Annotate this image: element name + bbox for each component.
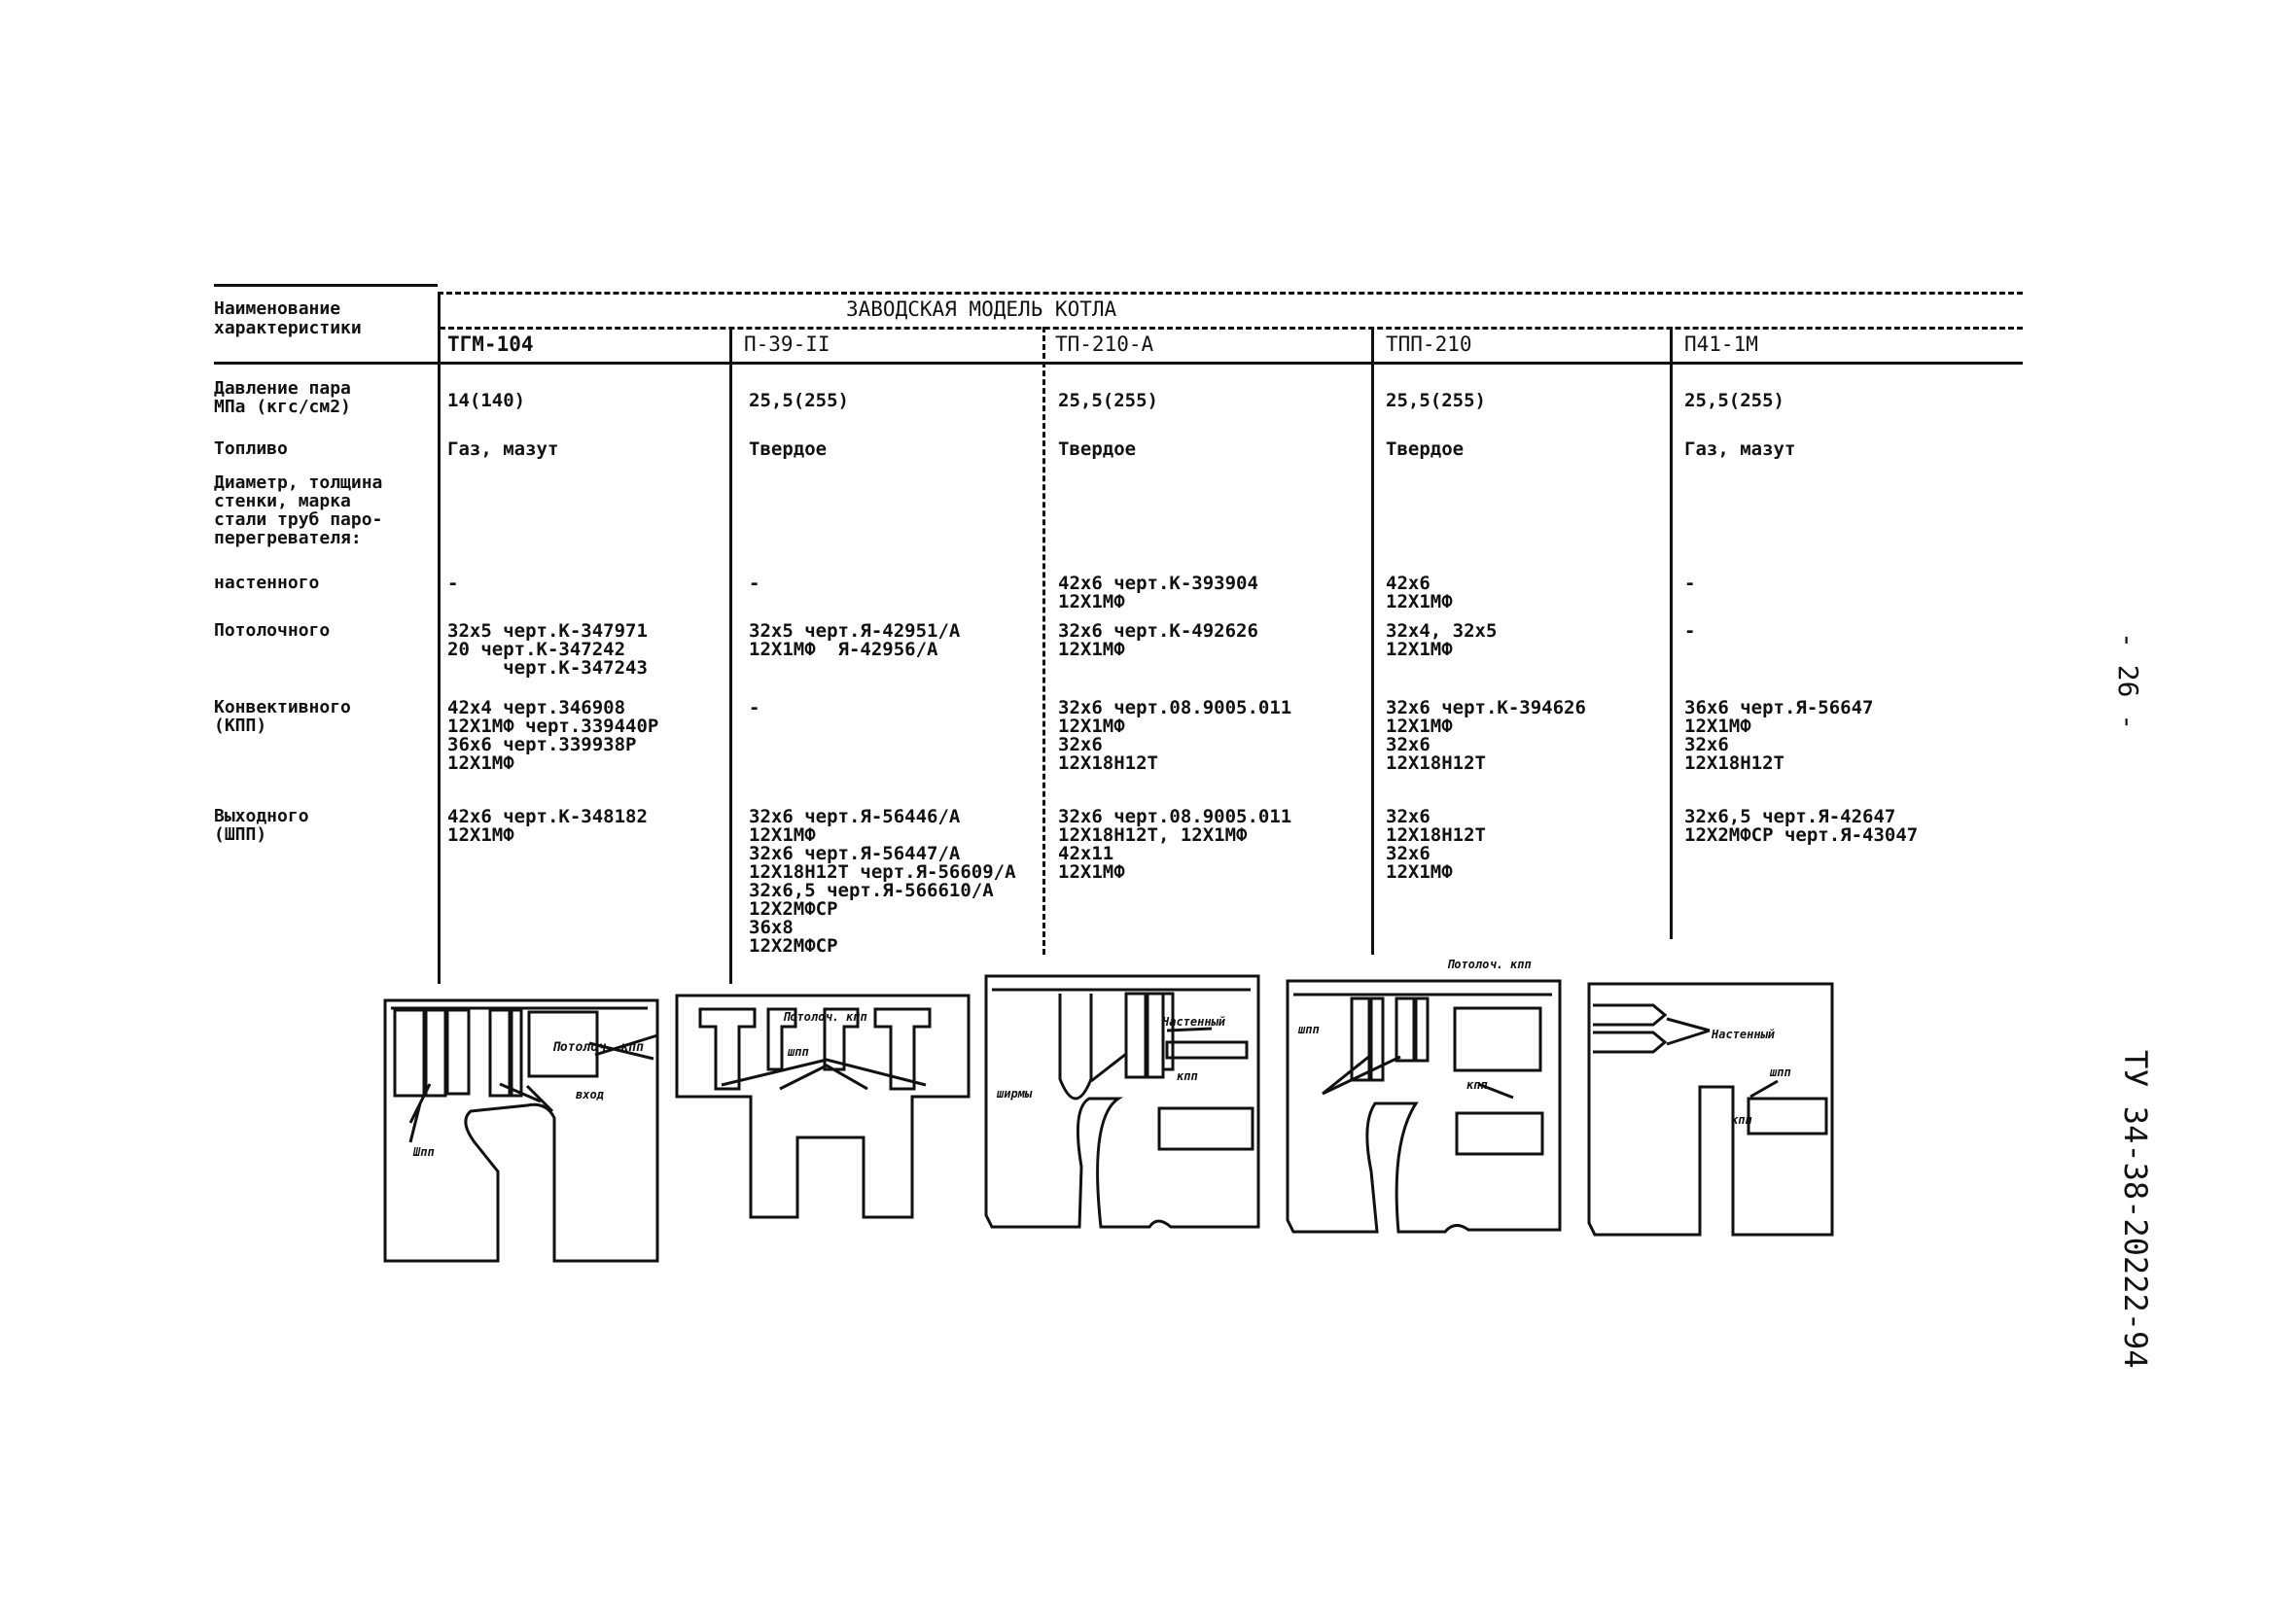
boiler-sketch-3 [982, 972, 1264, 1235]
table-cell: 32x6,5 черт.Я-566610/А [749, 880, 994, 901]
table-cell: 32x6,5 черт.Я-42647 [1684, 806, 1896, 827]
table-cell: 14(140) [447, 390, 526, 411]
row-label: настенного [214, 573, 320, 593]
table-cell: 12Х1МФ [1058, 861, 1125, 883]
table-cell: 25,5(255) [1684, 390, 1784, 411]
model-header-2: П-39-II [744, 332, 830, 356]
table-cell: 42x6 черт.К-348182 [447, 806, 648, 827]
row-label: перегревателя: [214, 528, 362, 548]
sketch-3-label-2: ширмы [997, 1087, 1033, 1101]
table-cell: Твердое [1386, 438, 1465, 460]
table-cell: - [447, 573, 459, 594]
sketch-5-label-2: шпп [1770, 1066, 1791, 1079]
table-cell: 12Х18Н12Т [1684, 752, 1784, 774]
table-cell: 12Х1МФ [447, 824, 514, 846]
table-cell: 32x6 черт.08.9005.011 [1058, 697, 1292, 718]
sketch-5-label-1: Настенный [1712, 1028, 1776, 1041]
row-label: Диаметр, толщина [214, 472, 383, 493]
table-cell: 42x6 черт.К-393904 [1058, 573, 1258, 594]
table-cell: 32x6 черт.К-492626 [1058, 620, 1258, 642]
table-cell: 42x4 черт.346908 [447, 697, 626, 718]
sketch-3-label-1: Настенный [1162, 1015, 1226, 1029]
table-cell: 12Х1МФ Я-42956/А [749, 639, 938, 660]
table-cell: - [749, 697, 760, 718]
table-cell: 32x6 [1058, 734, 1103, 755]
sketch-4-label-2: шпп [1298, 1023, 1320, 1036]
row-label: (ШПП) [214, 824, 267, 845]
table-cell: - [749, 573, 760, 594]
row-header-label-1: Наименование [214, 298, 341, 319]
document-code: ТУ 34-38-20222-94 [2117, 1050, 2154, 1369]
table-cell: 12Х18Н12Т [1386, 824, 1486, 846]
page-number: - 26 - [2112, 632, 2144, 731]
table-cell: 12Х1МФ [1058, 591, 1125, 612]
table-cell: 12Х1МФ [1386, 639, 1453, 660]
table-cell: Твердое [749, 438, 828, 460]
row-label: Топливо [214, 438, 288, 459]
table-cell: 12Х18Н12Т [1386, 752, 1486, 774]
table-cell: 32x6 [1684, 734, 1729, 755]
table-cell: 42x6 [1386, 573, 1431, 594]
table-cell: Газ, мазут [447, 438, 559, 460]
table-top-border-label [214, 284, 438, 287]
row-label: (КПП) [214, 716, 267, 736]
boiler-sketch-4 [1284, 977, 1566, 1240]
table-cell: 32x6 черт.К-394626 [1386, 697, 1586, 718]
col-divider-1 [729, 327, 732, 984]
col-divider-0 [438, 292, 441, 984]
model-header-4: ТПП-210 [1386, 332, 1472, 356]
sketch-1-label-2: вход [576, 1088, 604, 1101]
table-cell: 32x6 черт.Я-56447/А [749, 843, 961, 864]
boiler-sketch-1 [381, 996, 663, 1264]
col-divider-2 [1042, 327, 1045, 955]
table-cell: - [1684, 573, 1696, 594]
table-cell: Газ, мазут [1684, 438, 1796, 460]
row-label: Потолочного [214, 620, 331, 641]
table-cell: 36x6 черт.339938Р [447, 734, 637, 755]
table-cell: 12Х1МФ черт.339440Р [447, 716, 659, 737]
sketch-1-label-1: Потолоч. кпп [552, 1040, 644, 1055]
table-cell: 12Х2МФСР черт.Я-43047 [1684, 824, 1919, 846]
table-cell: 12Х18Н12Т черт.Я-56609/А [749, 861, 1016, 883]
table-cell: 32x5 черт.Я-42951/А [749, 620, 961, 642]
row-label: Конвективного [214, 697, 351, 717]
table-cell: 12Х1МФ [447, 752, 514, 774]
table-cell: 12Х1МФ [749, 824, 816, 846]
table-cell: 20 черт.К-347242 [447, 639, 626, 660]
characteristics-table [214, 284, 2023, 984]
table-cell: 25,5(255) [1386, 390, 1486, 411]
row-label: стали труб паро- [214, 509, 383, 530]
sketch-4-label-3: кпп [1466, 1078, 1488, 1092]
col-divider-3 [1371, 327, 1374, 955]
row-label: Выходного [214, 806, 309, 826]
table-cell: 32x6 черт.08.9005.011 [1058, 806, 1292, 827]
table-cell: Твердое [1058, 438, 1137, 460]
table-cell: 12Х1МФ [1386, 591, 1453, 612]
table-cell: 12Х2МФСР [749, 898, 838, 920]
model-header-3: ТП-210-А [1055, 332, 1154, 356]
table-cell: 32x6 [1386, 806, 1431, 827]
table-cell: 32x6 черт.Я-56446/А [749, 806, 961, 827]
model-header-5: П41-1М [1684, 332, 1758, 356]
col-divider-4 [1670, 327, 1673, 939]
row-header-label-2: характеристики [214, 318, 362, 338]
table-cell: 12Х1МФ [1386, 716, 1453, 737]
sketch-2-label-1: Потолоч. кпп [783, 1010, 867, 1024]
table-cell: 12Х18Н12Т, 12Х1МФ [1058, 824, 1248, 846]
table-cell: 25,5(255) [1058, 390, 1158, 411]
row-label: Давление пара [214, 378, 351, 399]
table-cell: 32x5 черт.К-347971 [447, 620, 648, 642]
table-cell: 32x6 [1386, 843, 1431, 864]
row-label: стенки, марка [214, 491, 351, 511]
table-cell: 32x4, 32x5 [1386, 620, 1498, 642]
sketch-3-label-3: кпп [1177, 1069, 1198, 1083]
table-top-border [438, 292, 2023, 295]
header-divider [440, 327, 2023, 330]
model-header-1: ТГМ-104 [447, 332, 534, 356]
table-cell: 12Х18Н12Т [1058, 752, 1158, 774]
table-cell: черт.К-347243 [447, 657, 648, 679]
table-cell: 25,5(255) [749, 390, 849, 411]
sketch-2-label-2: шпп [788, 1045, 809, 1059]
table-cell: 12Х1МФ [1386, 861, 1453, 883]
boiler-sketch-5 [1585, 980, 1838, 1242]
row-label: МПа (кгс/см2) [214, 397, 351, 417]
table-cell: 12Х1МФ [1684, 716, 1751, 737]
sketch-4-label-1: Потолоч. кпп [1447, 958, 1532, 971]
table-cell: 32x6 [1386, 734, 1431, 755]
table-cell: 42x11 [1058, 843, 1114, 864]
sketch-5-label-3: кпп [1731, 1113, 1752, 1127]
table-cell: 36x8 [749, 917, 794, 938]
models-divider [214, 362, 2023, 365]
table-cell: - [1684, 620, 1696, 642]
sketch-1-label-3: Шпп [413, 1145, 435, 1159]
table-cell: 12Х1МФ [1058, 716, 1125, 737]
table-cell: 12Х1МФ [1058, 639, 1125, 660]
group-title: ЗАВОДСКАЯ МОДЕЛЬ КОТЛА [846, 297, 1117, 321]
table-cell: 36x6 черт.Я-56647 [1684, 697, 1874, 718]
table-cell: 12Х2МФСР [749, 935, 838, 957]
